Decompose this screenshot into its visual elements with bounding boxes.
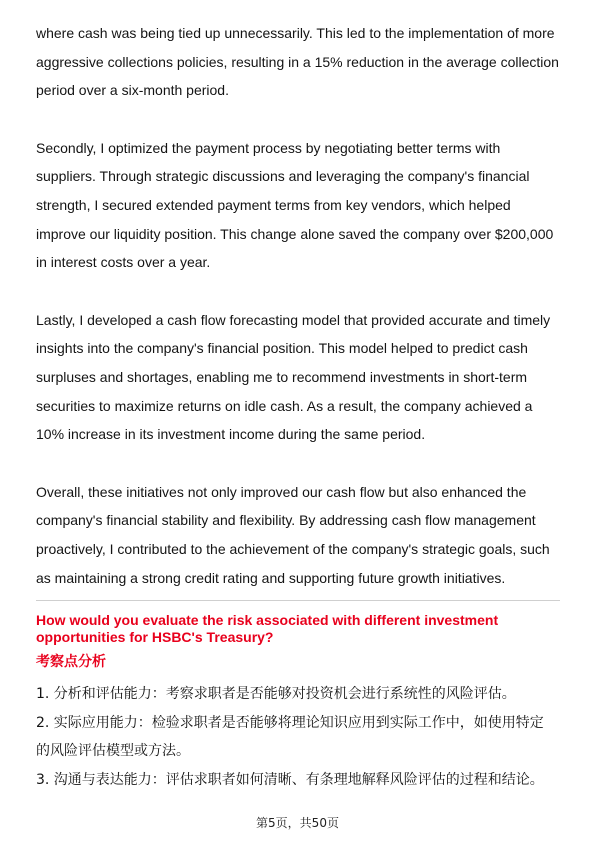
document-page <box>36 19 560 794</box>
interview-question: How would you evaluate the risk associated with different investment opportunities for HSBC's Treasury? <box>36 612 499 646</box>
body-paragraph: where cash was being tied up unnecessarily. This led to the implementation of more aggressive collections policies, resulting in a 15% reduction in the average collection period over a six-month period. <box>36 25 559 99</box>
page-number: 第5页，共50页 <box>256 816 339 830</box>
list-item: 2. 实际应用能力：检验求职者是否能够将理论知识应用到实际工作中，如使用特定 <box>36 714 544 731</box>
list-item: 1. 分析和评估能力：考察求职者是否能够对投资机会进行系统性的风险评估。 <box>36 686 516 703</box>
section-divider <box>36 600 560 601</box>
analysis-heading: 考察点分析 <box>36 654 106 671</box>
body-paragraph: Secondly, I optimized the payment process by negotiating better terms with suppliers. Through strategic discussions and leveraging the company's financial strength, I secured extended payment terms from key vendors, which helped improve our liquidity position. This change alone saved the company over $200,000 in interest costs over a year. <box>36 139 554 271</box>
list-item-continuation: 的风险评估模型或方法。 <box>36 743 190 760</box>
list-item: 3. 沟通与表达能力：评估求职者如何清晰、有条理地解释风险评估的过程和结论。 <box>36 771 544 788</box>
body-paragraph: Overall, these initiatives not only improved our cash flow but also enhanced the company's financial stability and flexibility. By addressing cash flow management proactively, I contributed to the achievement of the company's strategic goals, such as maintaining a strong credit rating and supporting future growth initiatives. <box>36 483 550 586</box>
body-paragraph: Lastly, I developed a cash flow forecasting model that provided accurate and timely insights into the company's financial position. This model helped to predict cash surpluses and shortages, enabling me to recommend investments in short-term securities to maximize returns on idle cash. As a result, the company achieved a 10% increase in its investment income during the same period. <box>36 311 551 443</box>
